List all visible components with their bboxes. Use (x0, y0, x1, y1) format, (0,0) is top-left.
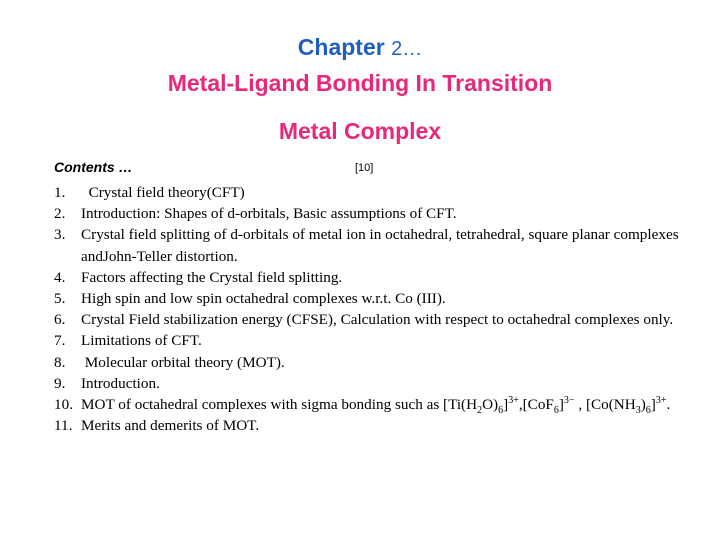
formula-text: MOT of octahedral complexes with sigma bonding such as [Ti(H (81, 396, 478, 414)
item-number: 3. (54, 226, 66, 244)
contents-label: Contents … (54, 159, 133, 175)
item-number: 10. (54, 396, 73, 414)
item-number: 6. (54, 311, 66, 329)
item-text: Introduction: Shapes of d-orbitals, Basic assumptions of CFT. (81, 205, 457, 223)
contents-list (54, 182, 704, 436)
item-number: 9. (54, 374, 66, 392)
list-item (54, 373, 704, 394)
list-item (54, 309, 704, 330)
formula-text: ) (640, 396, 646, 414)
list-item (54, 415, 704, 436)
chapter-word: Chapter (297, 34, 385, 60)
item-text: Merits and demerits of MOT. (81, 417, 260, 435)
slide-title (0, 30, 720, 148)
item-text: Crystal field splitting of d-orbitals of metal ion in octahedral, tetrahedral, square planar complexes andJohn-Teller distortion. (81, 226, 679, 265)
formula-text: ] (558, 396, 564, 414)
chapter-number: 2… (391, 38, 423, 60)
item-text: Introduction. (81, 374, 160, 392)
superscript: 3+ (508, 394, 519, 406)
list-item (54, 203, 704, 224)
formula-text: ,[CoF (518, 396, 554, 414)
formula-text: , [Co(NH (574, 396, 636, 414)
superscript: 3− (563, 394, 575, 406)
subscript: 3 (635, 405, 641, 417)
marks-label: [10] (355, 162, 374, 174)
item-text (81, 394, 704, 415)
item-number: 7. (54, 332, 66, 350)
chapter-heading (0, 30, 720, 66)
contents-header (54, 159, 674, 183)
item-text: Limitations of CFT. (81, 332, 202, 350)
formula-text: ] (650, 396, 656, 414)
item-text: High spin and low spin octahedral complexes w.r.t. Co (III). (81, 290, 446, 308)
subscript: 6 (645, 405, 651, 417)
item-number: 5. (54, 290, 66, 308)
item-number: 4. (54, 268, 66, 286)
item-number: 11. (54, 417, 73, 435)
list-item (54, 352, 704, 373)
superscript: 3+ (655, 394, 667, 406)
list-item (54, 267, 704, 288)
list-item (54, 182, 704, 203)
list-item (54, 224, 704, 266)
item-number: 2. (54, 205, 66, 223)
item-number: 1. (54, 184, 66, 201)
list-item (54, 394, 704, 415)
item-text: Crystal Field stabilization energy (CFSE), Calculation with respect to octahedral complexes only. (81, 311, 674, 329)
item-text: Factors affecting the Crystal field splitting. (81, 268, 343, 286)
subscript: 2 (477, 405, 483, 417)
title-line-2: Metal Complex (278, 118, 442, 144)
formula-text: O) (482, 396, 499, 414)
subscript: 6 (553, 405, 559, 417)
formula-text: . (666, 396, 671, 414)
subscript: 6 (498, 405, 504, 417)
item-text: Crystal field theory(CFT) (81, 184, 245, 201)
item-text: Molecular orbital theory (MOT). (81, 353, 285, 371)
title-line-1: Metal-Ligand Bonding In Transition (167, 70, 553, 96)
formula-text: ] (503, 396, 509, 414)
item-number: 8. (54, 353, 66, 371)
list-item (54, 288, 704, 309)
list-item (54, 330, 704, 351)
